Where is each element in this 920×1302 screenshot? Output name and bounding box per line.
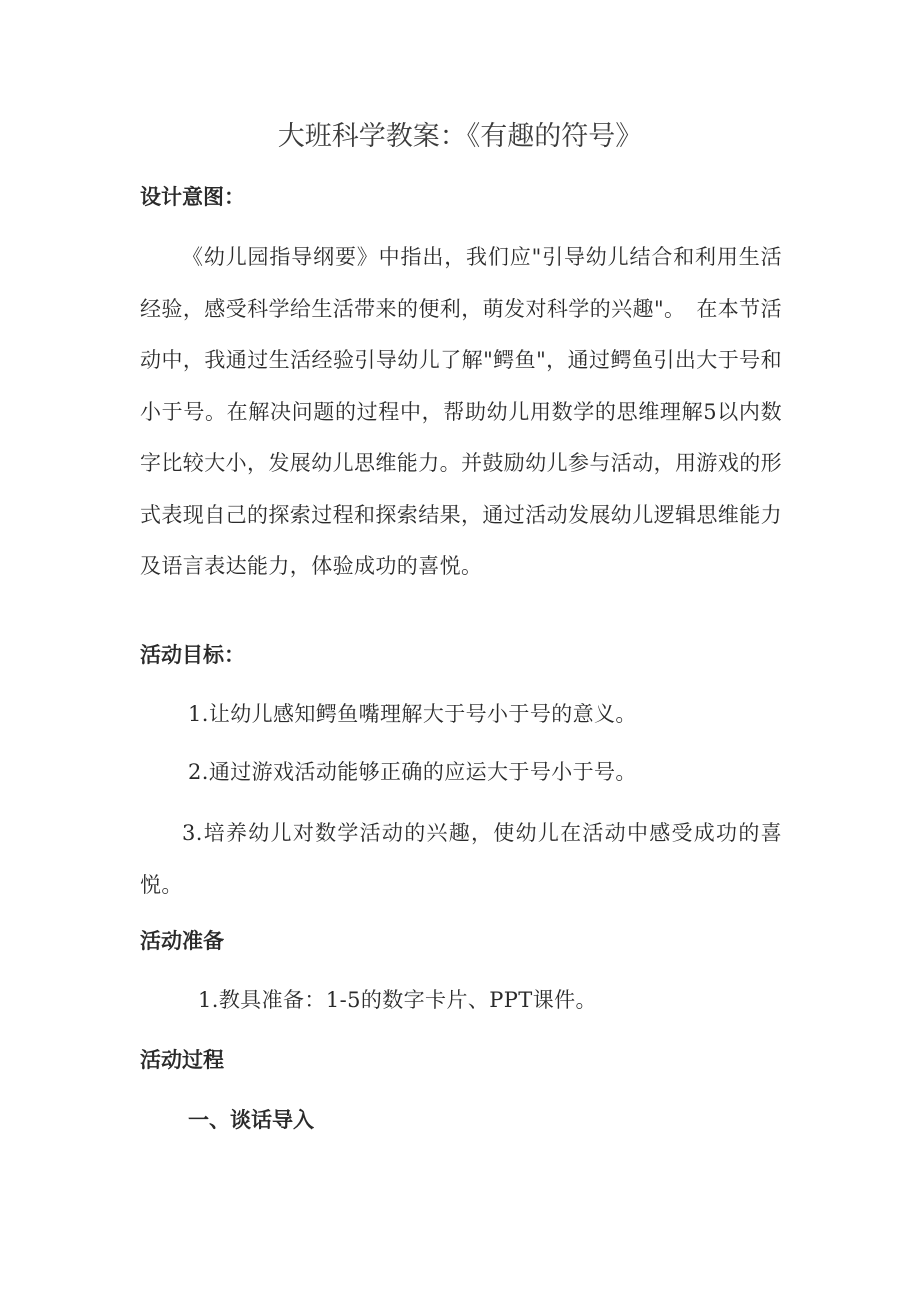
heading-design-intent: 设计意图：: [140, 185, 245, 209]
preparation-item-1: 1.教具准备：1-5的数字卡片、PPT课件。: [198, 988, 597, 1012]
document-title: 大班科学教案：《有趣的符号》: [277, 121, 643, 152]
goal-item-1: 1.让幼儿感知鳄鱼嘴理解大于号小于号的意义。: [188, 702, 637, 726]
goal-item-2: 2.通过游戏活动能够正确的应运大于号小于号。: [188, 760, 637, 784]
heading-preparation: 活动准备: [140, 929, 224, 953]
heading-process: 活动过程: [140, 1048, 224, 1072]
heading-goals: 活动目标：: [140, 643, 245, 667]
design-intent-paragraph: 《幼儿园指导纲要》中指出，我们应"引导幼儿结合和利用生活经验，感受科学给生活带来的便利，萌发对科学的兴趣"。 在本节活动中，我通过生活经验引导幼儿了解"鳄鱼"，通过鳄鱼引出大于号和小于号。在解决问题的过程中，帮助幼儿用数学的思维理解5以内数字比较大小，发展幼儿思维能力。并鼓励幼儿参与活动，用游戏的形式表现自己的探索过程和探索结果，通过活动发展幼儿逻辑思维能力及语言表达能力，体验成功的喜悦。: [140, 245, 782, 578]
subheading-introduction: 一、谈话导入: [188, 1108, 314, 1132]
goal-item-3: 3.培养幼儿对数学活动的兴趣，使幼儿在活动中感受成功的喜悦。: [140, 821, 782, 897]
